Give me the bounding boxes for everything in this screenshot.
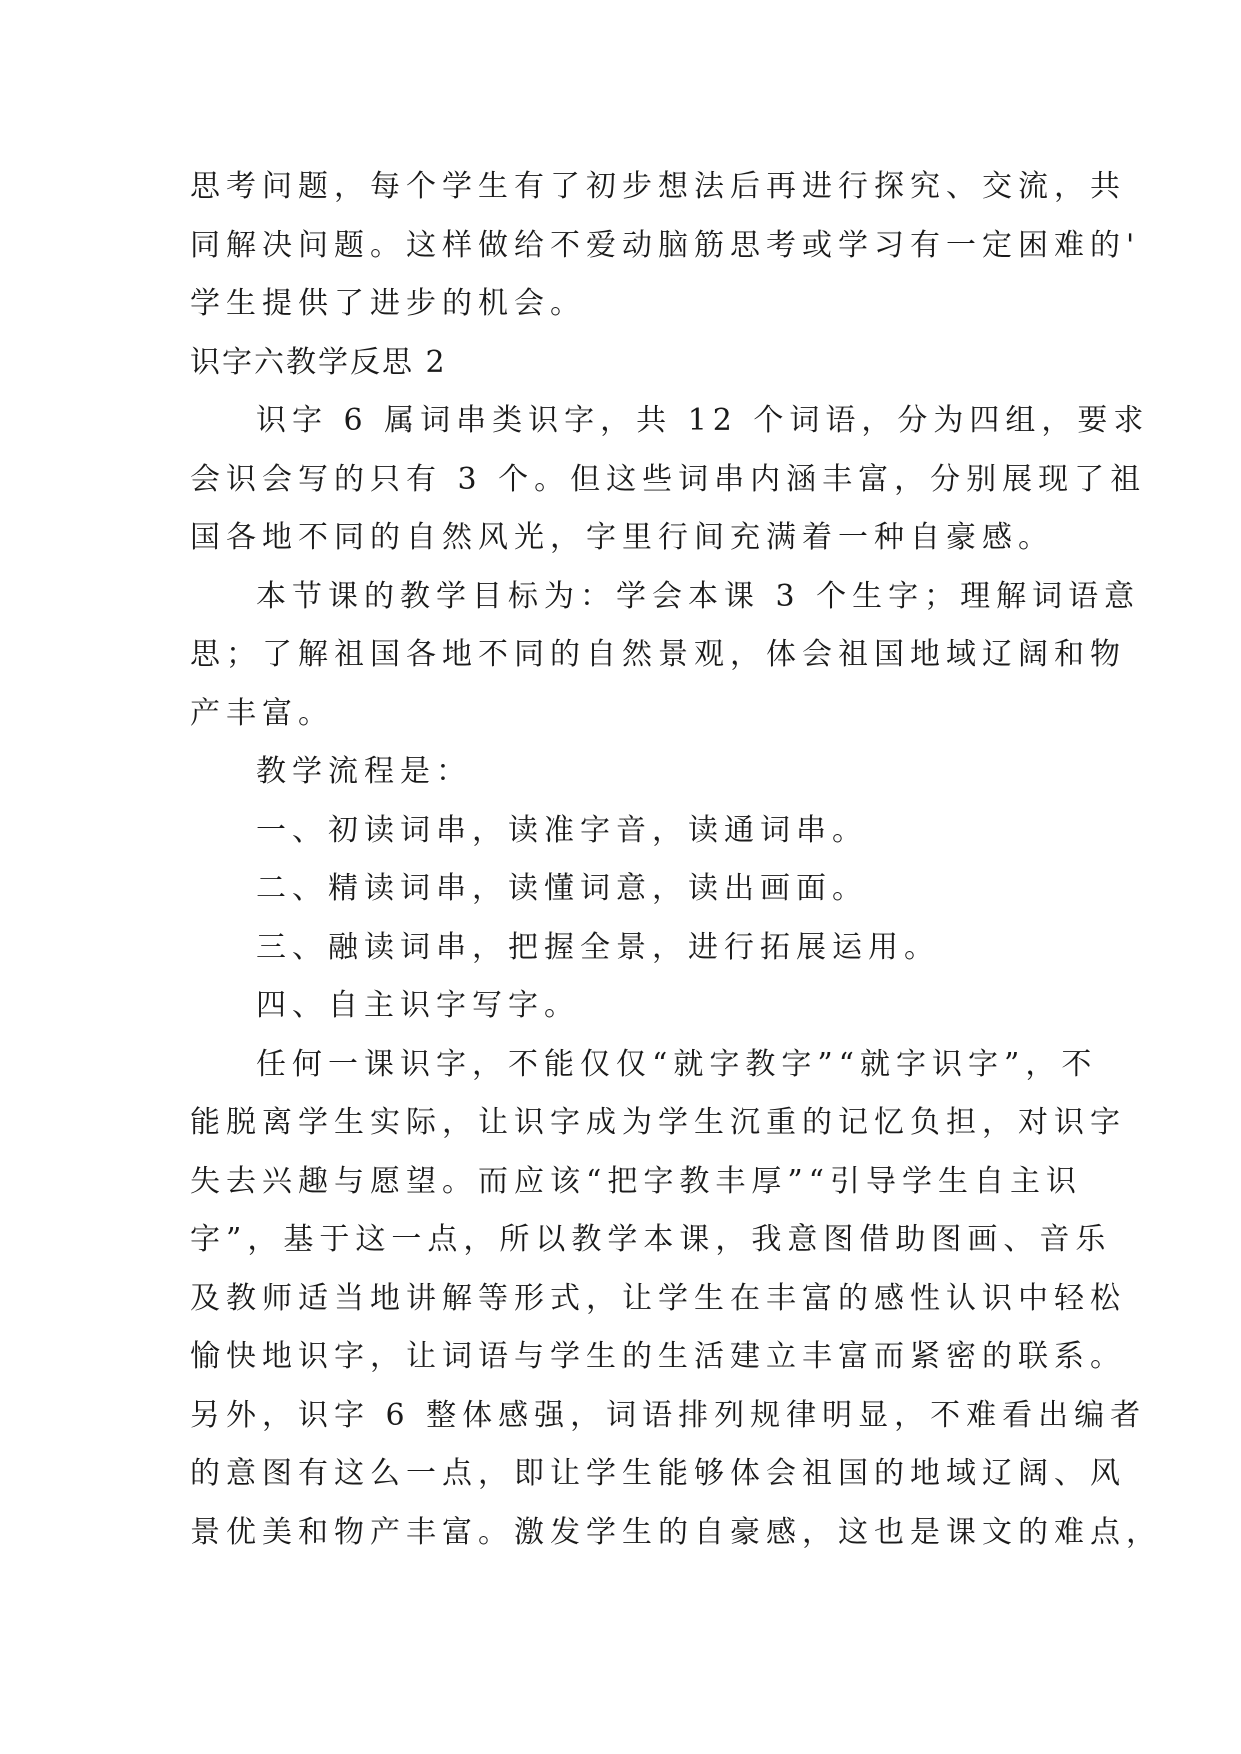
paragraph-first-line: 二、精读词串，读懂词意，读出画面。 (256, 871, 868, 906)
text-line: 同解决问题。这样做给不爱动脑筋思考或学习有一定困难的' (190, 227, 1141, 263)
paragraph-first-line: 本节课的教学目标为：学会本课 3 个生字；理解词语意 (256, 578, 1141, 614)
text-line: 另外，识字 6 整体感强，词语排列规律明显，不难看出编者 (190, 1397, 1147, 1433)
text-line: 景优美和物产丰富。激发学生的自豪感，这也是课文的难点， (190, 1514, 1162, 1550)
text-line: 学生提供了进步的机会。 (190, 286, 586, 321)
text-line: 愉快地识字，让词语与学生的生活建立丰富而紧密的联系。 (190, 1339, 1126, 1374)
paragraph-first-line: 任何一课识字，不能仅仅“就字教字”“就字识字”，不 (256, 1046, 1098, 1082)
document-body (190, 158, 1162, 1562)
paragraph-first-line: 教学流程是： (256, 754, 472, 789)
text-line: 思考问题，每个学生有了初步想法后再进行探究、交流，共 (190, 169, 1126, 204)
paragraph-first-line: 三、融读词串，把握全景，进行拓展运用。 (256, 929, 940, 965)
text-line: 及教师适当地讲解等形式，让学生在丰富的感性认识中轻松 (190, 1280, 1126, 1316)
section-heading: 识字六教学反思 2 (190, 344, 447, 380)
text-line: 的意图有这么一点，即让学生能够体会祖国的地域辽阔、风 (190, 1456, 1126, 1491)
text-line: 国各地不同的自然风光，字里行间充满着一种自豪感。 (190, 520, 1054, 555)
text-line: 思；了解祖国各地不同的自然景观，体会祖国地域辽阔和物 (190, 637, 1126, 672)
text-line: 产丰富。 (190, 695, 334, 731)
text-line: 会识会写的只有 3 个。但这些词串内涵丰富，分别展现了祖 (190, 461, 1147, 497)
text-line: 字”，基于这一点，所以教学本课，我意图借助图画、音乐 (190, 1222, 1112, 1257)
paragraph-first-line: 四、自主识字写字。 (256, 988, 580, 1023)
paragraph-first-line: 识字 6 属词串类识字，共 12 个词语，分为四组，要求 (256, 403, 1150, 438)
text-line: 能脱离学生实际，让识字成为学生沉重的记忆负担，对识字 (190, 1105, 1126, 1140)
text-line: 失去兴趣与愿望。而应该“把字教丰厚”“引导学生自主识 (190, 1163, 1083, 1199)
paragraph-first-line: 一、初读词串，读准字音，读通词串。 (256, 812, 868, 848)
